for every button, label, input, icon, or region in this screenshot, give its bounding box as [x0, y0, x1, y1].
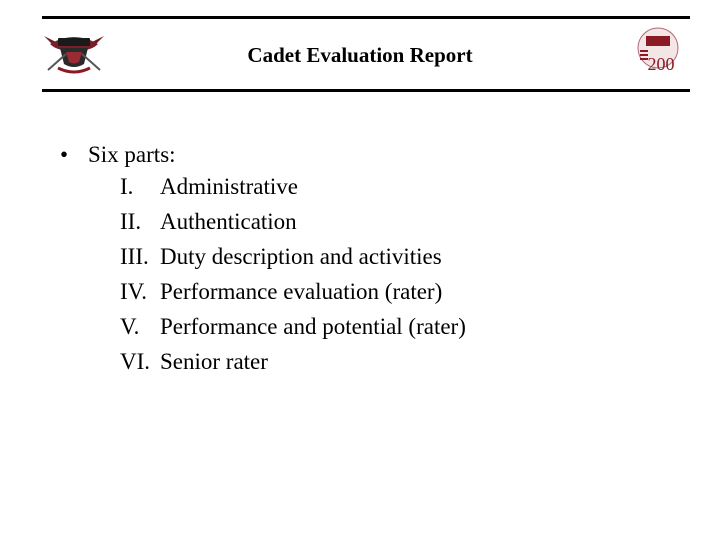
page-title: Cadet Evaluation Report	[247, 43, 473, 67]
part-numeral: III.	[120, 244, 149, 269]
parts-list	[120, 172, 466, 382]
list-item	[120, 312, 466, 347]
part-numeral: I.	[120, 174, 134, 199]
part-numeral: IV.	[120, 279, 148, 304]
program-crest-icon	[40, 28, 108, 78]
anniversary-200-seal-icon	[630, 26, 686, 74]
lead-text: Six parts:	[88, 142, 176, 167]
list-item	[120, 242, 466, 277]
part-numeral: II.	[120, 209, 142, 234]
part-label: Performance evaluation (rater)	[160, 279, 443, 304]
part-label: Authentication	[160, 209, 297, 234]
part-label: Senior rater	[160, 349, 268, 374]
part-label: Performance and potential (rater)	[160, 314, 466, 339]
bullet-marker: •	[60, 142, 69, 167]
list-item	[120, 347, 466, 382]
bullet-lead	[60, 140, 176, 170]
part-label: Duty description and activities	[160, 244, 442, 269]
list-item	[120, 172, 466, 207]
header-top-rule	[42, 16, 690, 19]
part-numeral: VI.	[120, 349, 151, 374]
part-numeral: V.	[120, 314, 140, 339]
svg-text:200: 200	[647, 54, 675, 74]
header-bottom-rule	[42, 89, 690, 92]
list-item	[120, 207, 466, 242]
list-item	[120, 277, 466, 312]
part-label: Administrative	[160, 174, 298, 199]
